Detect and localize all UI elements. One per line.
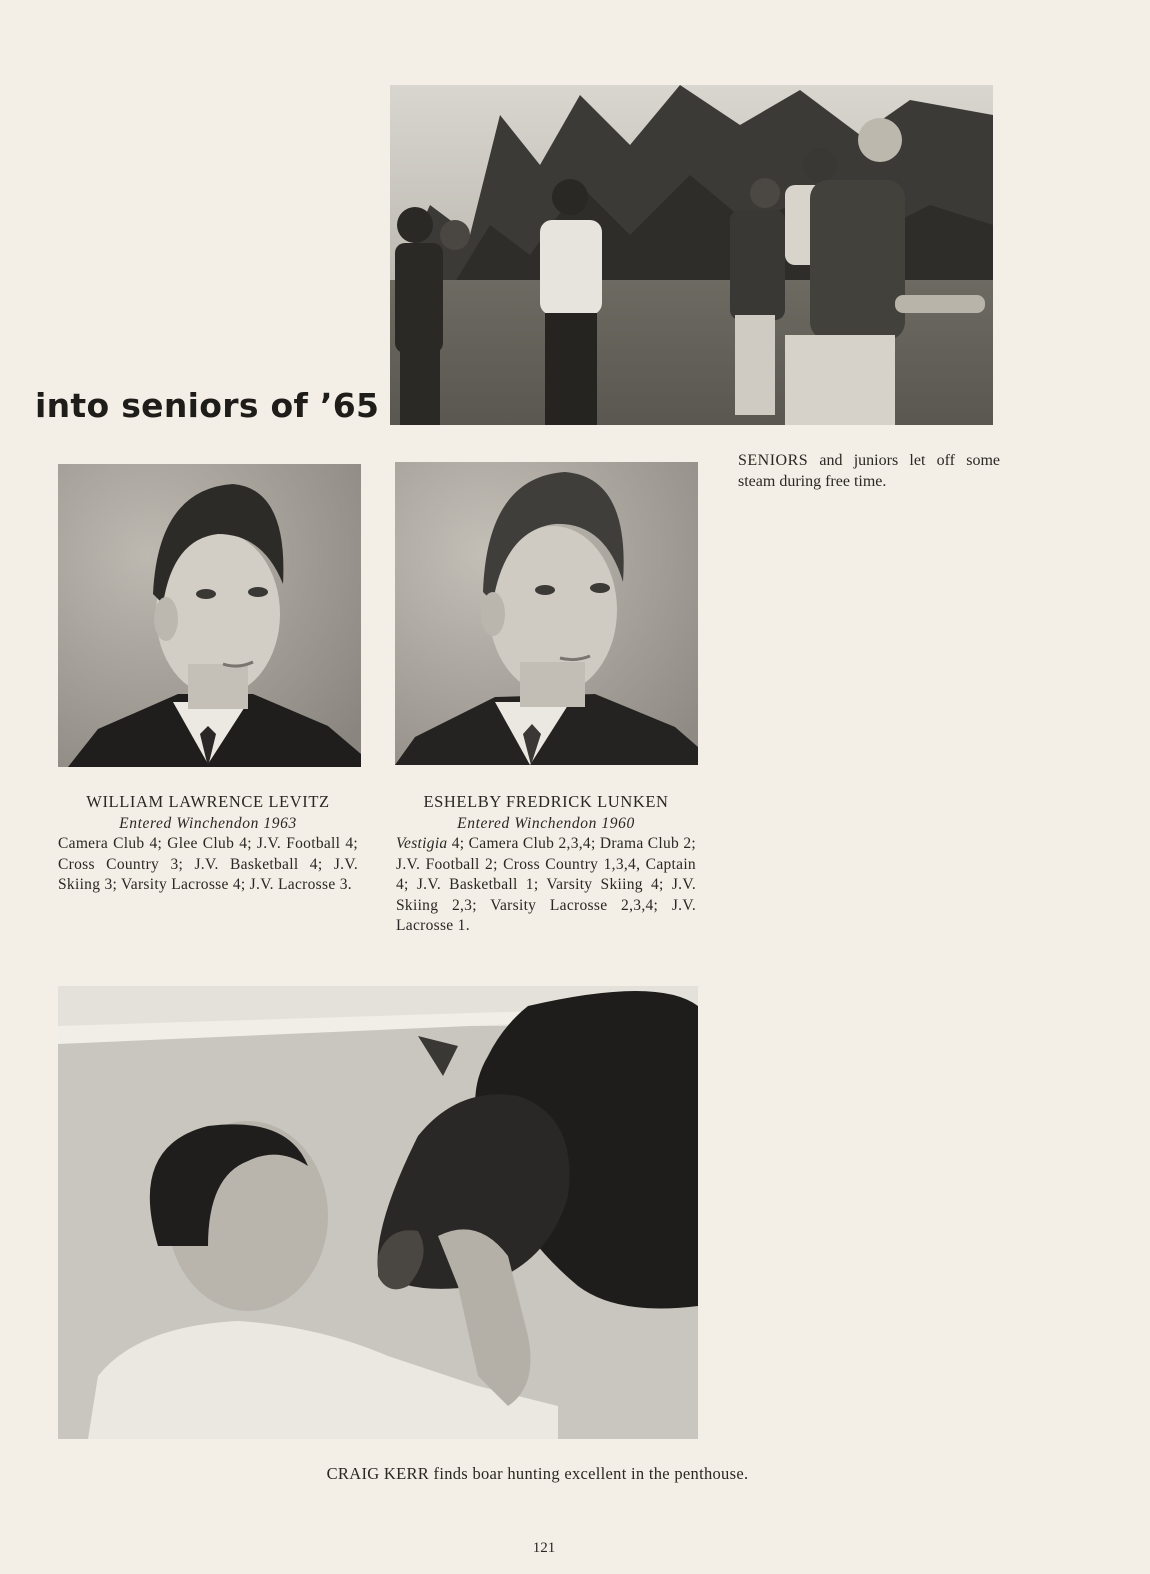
entered-year: Entered Winchendon 1963: [119, 814, 297, 832]
student-name: WILLIAM LAWRENCE LEVITZ: [86, 792, 330, 811]
caption-rest: finds boar hunting excellent in the penthouse.: [429, 1464, 749, 1483]
student-name: ESHELBY FREDRICK LUNKEN: [423, 792, 669, 811]
photo-boar-penthouse: [58, 986, 698, 1439]
boar-photo-caption: [0, 1464, 1075, 1484]
entered-year: Entered Winchendon 1960: [457, 814, 635, 832]
publication-name: Vestigia: [396, 835, 448, 852]
portrait-lunken: [395, 462, 698, 765]
activities-text: Camera Club 4; Glee Club 4; J.V. Football 4; Cross Country 3; J.V. Basketball 4; J.V. Skiing 3; Varsity Lacrosse 4; J.V. Lacrosse 3.: [58, 835, 358, 893]
activities-rest: 4; Camera Club 2,3,4; Drama Club 2; J.V. Football 2; Cross Country 1,3,4, Captain 4; J.V. Basketball 1; Varsity Skiing 4; J.V. Skiing 2,3; Varsity Lacrosse 2,3,4; J.V. Lacrosse 1.: [396, 835, 696, 934]
bio-lunken: [396, 792, 696, 937]
caption-lead: CRAIG KERR: [326, 1464, 430, 1483]
caption-rest: and juniors let off some steam during free time.: [738, 452, 1000, 490]
activities-text: [396, 834, 696, 937]
photo-students-outdoors: [390, 85, 993, 425]
caption-lead: SENIORS: [738, 452, 809, 469]
portrait-levitz: [58, 464, 361, 767]
page-headline: into seniors of ’65: [35, 386, 380, 425]
top-photo-caption: [738, 450, 1000, 492]
page-number: 121: [532, 1540, 556, 1556]
bio-levitz: [58, 792, 358, 896]
